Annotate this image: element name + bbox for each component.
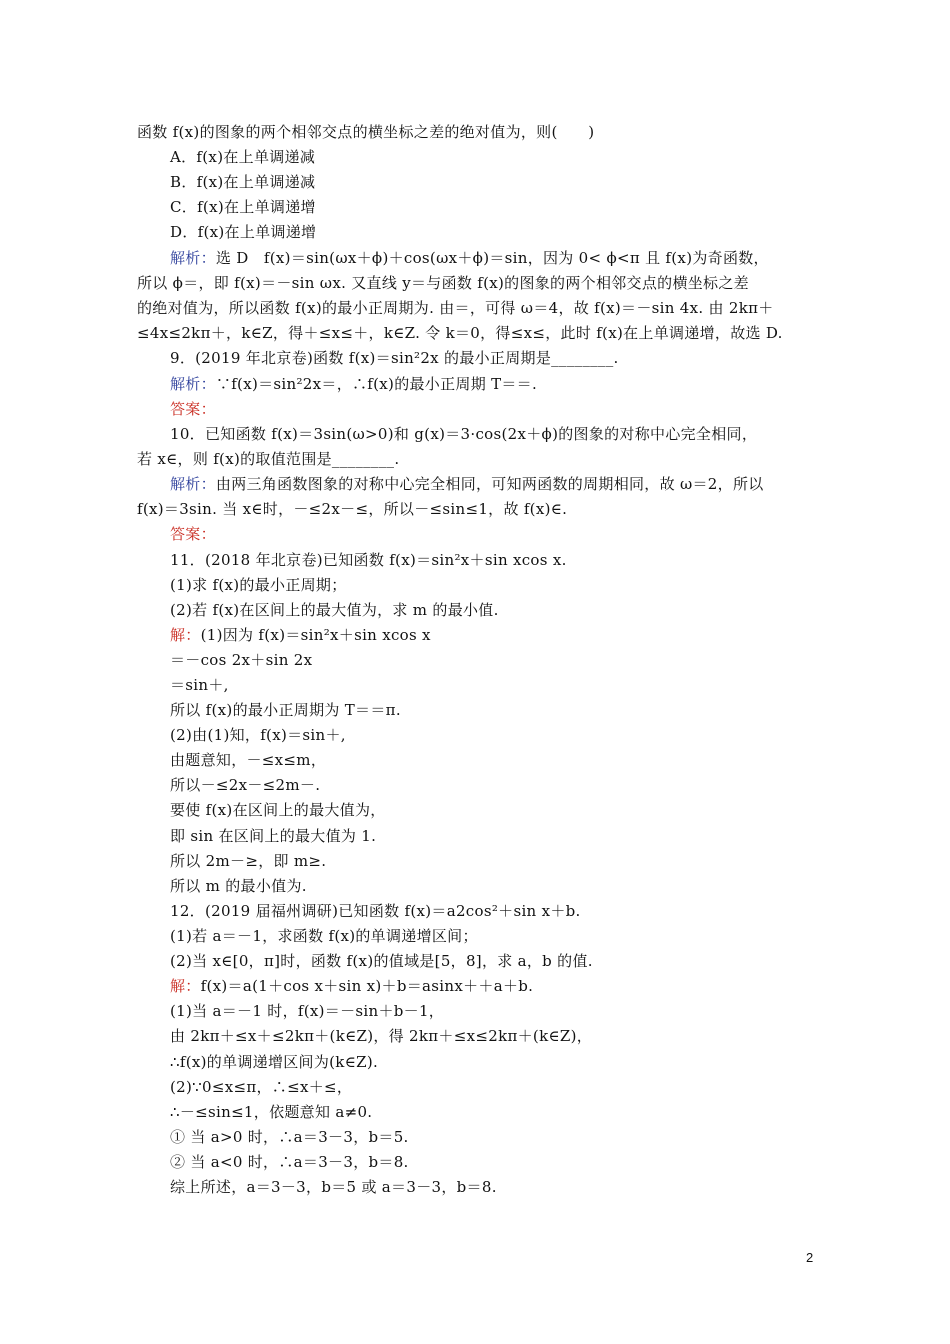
question-12: 12．(2019 届福州调研)已知函数 f(x)＝a2cos²＋sin x＋b. — [170, 902, 581, 920]
solution-line: (2)∵0≤x≤π，∴≤x＋≤， — [170, 1078, 353, 1096]
solution-text: f(x)＝a(1＋cos x＋sin x)＋b＝asinx＋＋a＋b. — [200, 977, 534, 995]
solution-line: 所以 ϕ＝，即 f(x)＝－sin ωx. 又直线 y＝与函数 f(x)的图象的两个相邻交点的横坐标之差 — [137, 274, 749, 292]
solution-label: 解： — [170, 977, 201, 995]
solution-line: (1)当 a＝－1 时，f(x)＝－sin＋b－1， — [170, 1002, 445, 1020]
answer-label: 答案： — [170, 525, 216, 543]
solution-line — [170, 248, 769, 268]
solution-line: f(x)＝3sin. 当 x∈时，－≤2x－≤，所以－≤sin≤1，故 f(x)∈. — [137, 500, 568, 518]
text-line: (2)若 f(x)在区间上的最大值为，求 m 的最小值. — [170, 601, 499, 619]
text-line: (1)求 f(x)的最小正周期； — [170, 576, 347, 594]
text-line: (2)当 x∈[0，π]时，函数 f(x)的值域是[5，8]，求 a，b 的值. — [170, 952, 593, 970]
page-number: 2 — [806, 1250, 814, 1265]
solution-line: ＝sin＋, — [170, 676, 229, 694]
analysis-label: 解析： — [170, 475, 216, 493]
question-11: 11．(2018 年北京卷)已知函数 f(x)＝sin²x＋sin xcos x. — [170, 551, 567, 569]
solution-line: 即 sin 在区间上的最大值为 1. — [170, 827, 377, 845]
solution-line: 要使 f(x)在区间上的最大值为， — [170, 801, 386, 819]
solution-line: ② 当 a<0 时，∴a＝3－3，b＝8. — [170, 1153, 409, 1171]
solution-line: ≤4x≤2kπ＋，k∈Z，得＋≤x≤＋，k∈Z. 令 k＝0，得≤x≤，此时 f(x)在上单调递增，故选 D. — [137, 324, 783, 342]
solution-line — [170, 976, 533, 996]
text-line: 若 x∈，则 f(x)的取值范围是________. — [137, 450, 400, 468]
solution-line — [170, 374, 537, 394]
option-c: C．f(x)在上单调递增 — [170, 198, 316, 216]
solution-text: 选 D f(x)＝sin(ωx＋ϕ)＋cos(ωx＋ϕ)＝sin，因为 0< ϕ<π 且 f(x)为奇函数， — [215, 249, 769, 267]
solution-line: 由 2kπ＋≤x＋≤2kπ＋(k∈Z)，得 2kπ＋≤x≤2kπ＋(k∈Z)， — [170, 1027, 593, 1045]
question-10: 10．已知函数 f(x)＝3sin(ω>0)和 g(x)＝3·cos(2x＋ϕ)的图象的对称中心完全相同， — [170, 425, 758, 443]
solution-line: 综上所述，a＝3－3，b＝5 或 a＝3－3，b＝8. — [170, 1178, 497, 1196]
answer-label: 答案： — [170, 400, 216, 418]
option-b: B．f(x)在上单调递减 — [170, 173, 316, 191]
text-line: 函数 f(x)的图象的两个相邻交点的横坐标之差的绝对值为，则( ) — [137, 123, 595, 141]
solution-text: (1)因为 f(x)＝sin²x＋sin xcos x — [200, 626, 431, 644]
solution-line: ① 当 a>0 时，∴a＝3－3，b＝5. — [170, 1128, 409, 1146]
analysis-label: 解析： — [170, 375, 216, 393]
solution-line: (2)由(1)知，f(x)＝sin＋, — [170, 726, 346, 744]
solution-text: ∵f(x)＝sin²2x＝，∴f(x)的最小正周期 T＝＝. — [215, 375, 538, 393]
text-line: (1)若 a＝－1，求函数 f(x)的单调递增区间； — [170, 927, 478, 945]
solution-line: ∴f(x)的单调递增区间为(k∈Z). — [170, 1053, 379, 1071]
option-a: A．f(x)在上单调递减 — [170, 148, 316, 166]
solution-line — [170, 625, 431, 645]
solution-line: 的绝对值为，所以函数 f(x)的最小正周期为. 由＝，可得 ω＝4，故 f(x)＝－sin 4x. 由 2kπ＋ — [137, 299, 774, 317]
solution-line: ＝－cos 2x＋sin 2x — [170, 651, 313, 669]
solution-line: 由题意知，－≤x≤m， — [170, 751, 327, 769]
option-d: D．f(x)在上单调递增 — [170, 223, 317, 241]
solution-line: ∴－≤sin≤1，依题意知 a≠0. — [170, 1103, 373, 1121]
solution-line: 所以 m 的最小值为. — [170, 877, 307, 895]
analysis-label: 解析： — [170, 249, 216, 267]
question-9: 9．(2019 年北京卷)函数 f(x)＝sin²2x 的最小正周期是________. — [170, 349, 619, 367]
solution-line: 所以 f(x)的最小正周期为 T＝＝π. — [170, 701, 401, 719]
solution-text: 由两三角函数图象的对称中心完全相同，可知两函数的周期相同，故 ω＝2，所以 — [215, 475, 764, 493]
solution-line: 所以－≤2x－≤2m－. — [170, 776, 321, 794]
solution-label: 解： — [170, 626, 201, 644]
solution-line: 所以 2m－≥，即 m≥. — [170, 852, 327, 870]
solution-line — [170, 474, 764, 494]
